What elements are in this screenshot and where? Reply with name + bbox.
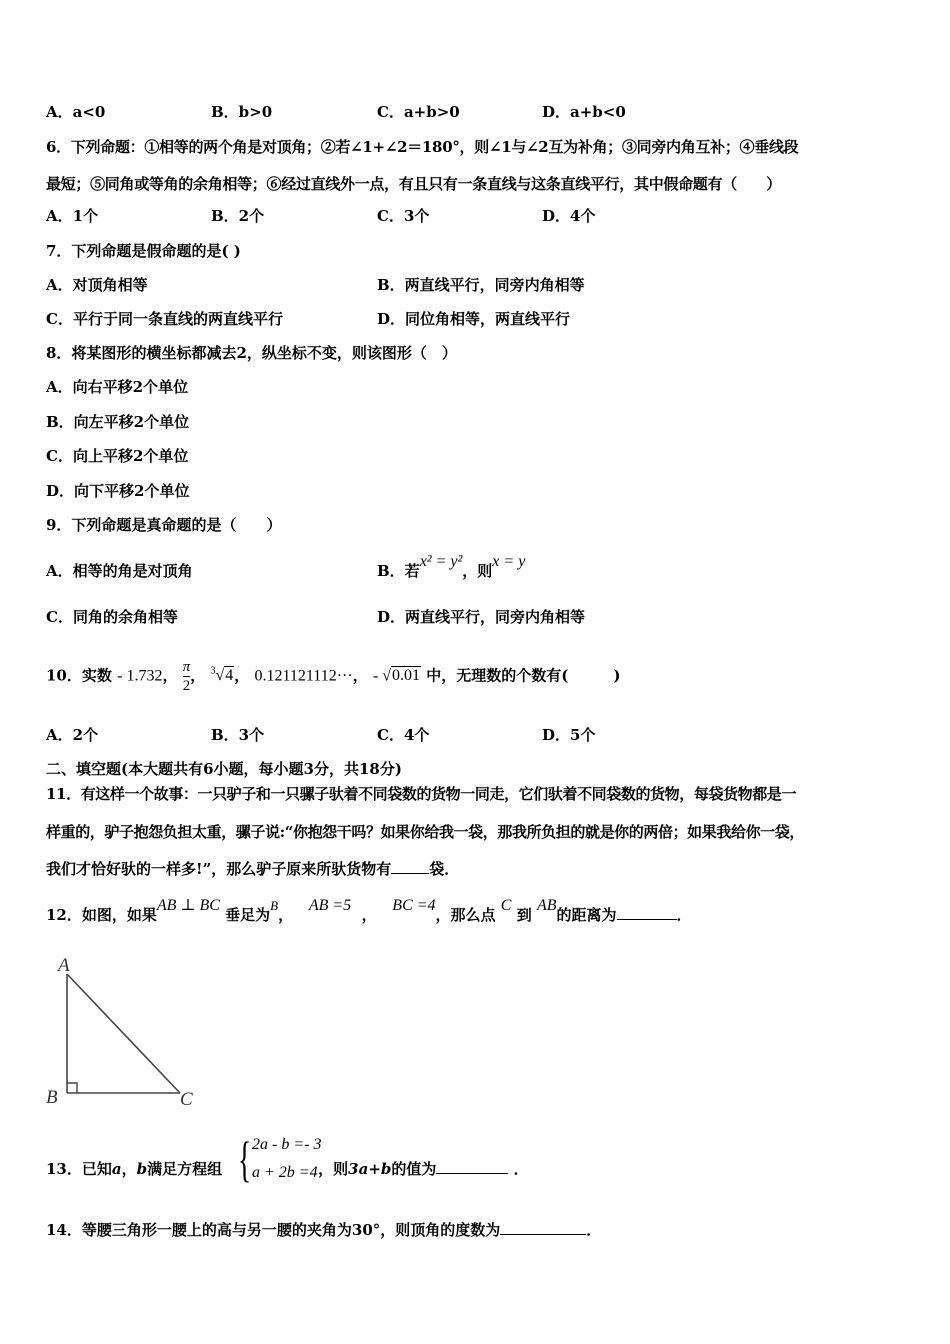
- q13-end: ．: [513, 1160, 529, 1178]
- right-angle-marker: [67, 1083, 77, 1093]
- q7-option-b: B．两直线平行，同旁内角相等: [377, 276, 585, 294]
- q13-equation-1: 2a - b =- 3: [252, 1136, 322, 1153]
- q14-stem: [46, 1220, 601, 1240]
- q10-option-c: C．4个: [377, 726, 430, 744]
- q13-expression: 3a+b: [348, 1160, 392, 1178]
- q10-option-b: B．3个: [211, 726, 265, 744]
- q13-then: ，则: [318, 1160, 349, 1178]
- q10-stem: [46, 649, 620, 695]
- q12-foot-point: B: [270, 898, 279, 913]
- q8-option-d: D．向下平移2个单位: [46, 482, 190, 500]
- q9-option-b-prefix: B．若: [377, 562, 420, 580]
- q12-end: ．: [676, 906, 692, 924]
- q6-stem-line1: 6．下列命题：①相等的两个角是对顶角；②若∠1+∠2＝180°，则∠1与∠2互为补角；③同旁内角互补；④垂线段: [46, 138, 799, 156]
- q5-option-b: B．b>0: [211, 103, 273, 121]
- q7-stem: 7．下列命题是假命题的是( ): [46, 242, 241, 260]
- q8-stem: 8．将某图形的横坐标都减去2，纵坐标不变，则该图形（ ）: [46, 344, 457, 362]
- q10-separator: ，: [234, 666, 250, 685]
- q12-stem: [46, 897, 692, 926]
- q13-var-a: a: [111, 1160, 122, 1178]
- q6-stem-line2: 最短；⑤同角或等角的余角相等；⑥经过直线外一点，有且只有一条直线与这条直线平行，其中假命题有（ ）: [46, 175, 782, 193]
- vertex-label-b: B: [46, 1087, 58, 1108]
- q12-to: 到: [516, 906, 532, 924]
- q5-option-a: A．a<0: [46, 103, 106, 121]
- q10-number-1: - 1.732: [117, 667, 163, 685]
- q6-option-a: A．1个: [46, 207, 99, 225]
- q12-distance-text: 的距离为: [556, 906, 617, 924]
- q6-option-d: D．4个: [542, 207, 596, 225]
- q13-system-brace: {: [238, 1131, 252, 1187]
- q10-number-4: 0.121121112···: [254, 667, 353, 685]
- q8-option-a: A．向右平移2个单位: [46, 378, 189, 396]
- q11-line3-end: 袋．: [429, 860, 460, 878]
- vertex-label-c: C: [180, 1089, 193, 1110]
- q10-pi-denominator: 2: [182, 677, 191, 694]
- q8-option-c: C．向上平移2个单位: [46, 447, 189, 465]
- q10-prefix: 10．实数: [46, 666, 112, 685]
- section-heading-fill-in: 二、填空题(本大题共有6小题，每小题3分，共18分): [46, 760, 402, 778]
- q10-number-5: - √0.01: [372, 667, 421, 685]
- q12-comma: ，: [361, 906, 377, 924]
- q9-option-b-condition: x² = y²: [419, 553, 463, 570]
- q9-option-c: C．同角的余角相等: [46, 608, 178, 626]
- q6-option-b: B．2个: [211, 207, 265, 225]
- q10-option-d: D．5个: [542, 726, 596, 744]
- right-triangle-figure: [40, 948, 205, 1113]
- q11-stem-line3: [46, 859, 459, 879]
- q10-minus-sign: -: [372, 667, 379, 685]
- q11-stem-line1: 11．有这样一个故事：一只驴子和一只骡子驮着不同袋数的货物一同走，它们驮着不同袋数的货物，每袋货物都是一: [46, 785, 797, 803]
- q10-suffix: 中，无理数的个数有( ): [426, 666, 621, 685]
- q10-sqrt-radicand: 0.01: [392, 667, 421, 685]
- q7-option-d: D．同位角相等，两直线平行: [377, 310, 571, 328]
- q13-comma: ，: [121, 1160, 137, 1178]
- q13-value-text: 的值为: [391, 1160, 437, 1178]
- q9-option-b-mid: ，则: [462, 562, 493, 580]
- q9-option-a: A．相等的角是对顶角: [46, 562, 193, 580]
- triangle-side-ac: [67, 974, 180, 1093]
- q10-separator: ，: [352, 666, 368, 685]
- q10-separator: ，: [162, 666, 178, 685]
- q9-option-d: D．两直线平行，同旁内角相等: [377, 608, 586, 626]
- q5-option-c: C．a+b>0: [377, 103, 460, 121]
- q10-root-index: 3: [210, 666, 216, 677]
- q6-option-c: C．3个: [377, 207, 430, 225]
- q12-bc-length: BC =4: [392, 897, 436, 914]
- q11-line3-text: 我们才恰好驮的一样多!”，那么驴子原来所驮货物有: [46, 860, 392, 878]
- vertex-label-a: A: [58, 955, 70, 976]
- q12-prefix: 12．如图，如果: [46, 906, 157, 924]
- q7-option-c: C．平行于同一条直线的两直线平行: [46, 310, 283, 328]
- q14-end: ．: [586, 1221, 602, 1239]
- q10-option-a: A．2个: [46, 726, 99, 744]
- q12-ab-length: AB =5: [308, 897, 352, 914]
- q9-option-b-conclusion: x = y: [492, 553, 526, 570]
- q10-separator: ，: [190, 666, 206, 685]
- q12-point-c: C: [500, 897, 512, 914]
- q14-text: 14．等腰三角形一腰上的高与另一腰的夹角为30°，则顶角的度数为: [46, 1221, 501, 1239]
- q12-segment-ab: AB: [536, 897, 557, 914]
- q13-var-b: b: [136, 1160, 148, 1178]
- q14-answer-blank: [500, 1220, 586, 1235]
- q10-cube-root-4: $^3$√4: [210, 666, 234, 685]
- q13-prefix: 13．已知: [46, 1160, 112, 1178]
- q12-comma: ，: [278, 906, 294, 924]
- q8-option-b: B．向左平移2个单位: [46, 413, 190, 431]
- q9-stem: 9．下列命题是真命题的是（ ）: [46, 516, 282, 534]
- q9-option-b: [377, 553, 526, 582]
- q13-equation-2: a + 2b =4: [252, 1164, 318, 1181]
- q12-answer-blank: [617, 905, 677, 920]
- q12-then-point: ，那么点: [435, 906, 496, 924]
- q7-option-a: A．对顶角相等: [46, 276, 148, 294]
- q13-system-text: 满足方程组: [147, 1160, 223, 1178]
- q5-option-d: D．a+b<0: [542, 103, 626, 121]
- q11-stem-line2: 样重的，驴子抱怨负担太重，骡子说:“你抱怨干吗？如果你给我一袋，那我所负担的就是你的两倍；如果我给你一袋，: [46, 823, 804, 841]
- q13-answer-blank: [436, 1159, 508, 1174]
- q11-answer-blank: [391, 859, 429, 874]
- q12-perpendicular-condition: AB ⊥ BC: [156, 897, 220, 914]
- q10-pi-numerator: π: [182, 658, 191, 675]
- q10-cube-radicand: 4: [225, 667, 234, 685]
- q12-foot-text: 垂足为: [225, 906, 271, 924]
